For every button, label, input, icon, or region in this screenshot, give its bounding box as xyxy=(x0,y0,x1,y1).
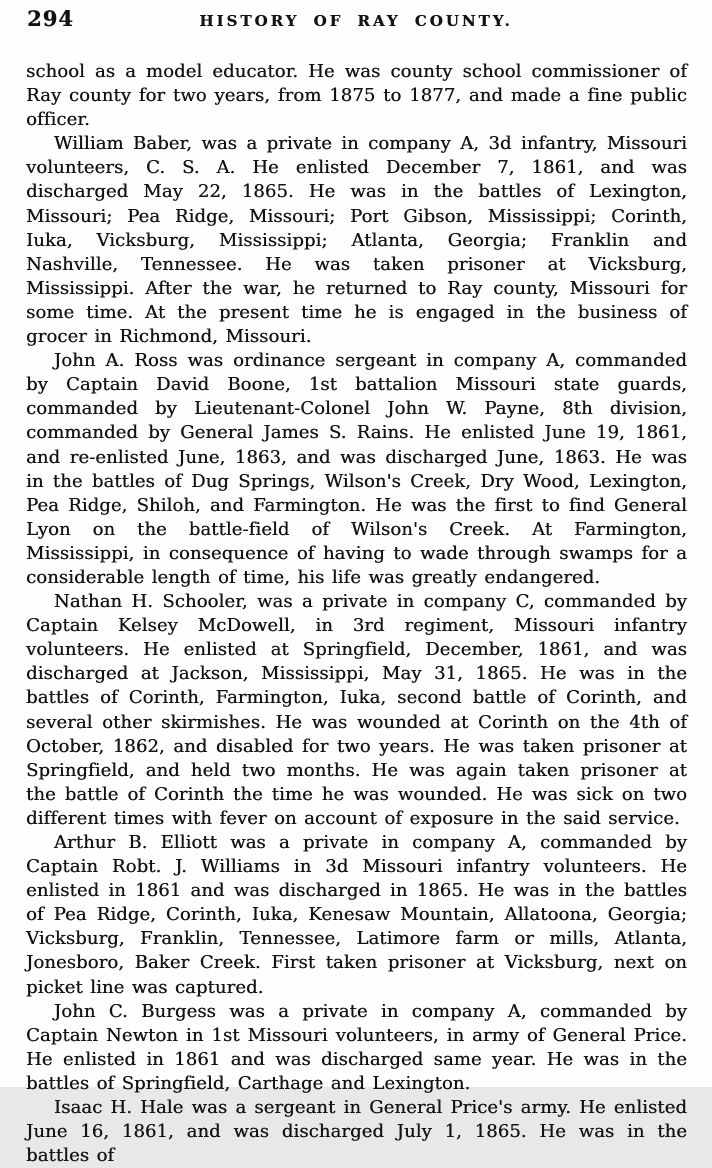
paragraph: John A. Ross was ordinance sergeant in company A, commanded by Captain David Boone, 1st battalion Missouri state guards, commanded by Lieutenant-Colonel John W. Payne, 8th division, commanded by General James S. Rains. He enlisted June 19, 1861, and re-enlisted June, 1863, and was discharged June, 1863. He was in the battles of Dug Springs, Wilson's Creek, Dry Wood, Lexington, Pea Ridge, Shiloh, and Farmington. He was the first to find General Lyon on the battle-field of Wilson's Creek. At Farmington, Mississippi, in consequence of having to wade through swamps for a considerable length of time, his life was greatly endangered. xyxy=(26,350,687,588)
paragraph: Isaac H. Hale was a sergeant in General Price's army. He enlisted June 16, 1861, and was discharged July 1, 1865. He was in the battles of xyxy=(26,1097,687,1167)
page-body xyxy=(0,42,712,1168)
running-title: HISTORY OF RAY COUNTY. xyxy=(199,12,513,30)
paragraph: William Baber, was a private in company A, 3d infantry, Missouri volunteers, C. S. A. He enlisted December 7, 1861, and was discharged May 22, 1865. He was in the battles of Lexington, Missouri; Pea Ridge, Missouri; Port Gibson, Mississippi; Corinth, Iuka, Vicksburg, Mississippi; Atlanta, Georgia; Franklin and Nashville, Tennessee. He was taken prisoner at Vicksburg, Mississippi. After the war, he returned to Ray county, Missouri for some time. At the present time he is engaged in the business of grocer in Richmond, Missouri. xyxy=(26,133,687,348)
paragraph: Arthur B. Elliott was a private in company A, commanded by Captain Robt. J. Williams in 3d Missouri infantry volunteers. He enlisted in 1861 and was discharged in 1865. He was in the battles of Pea Ridge, Corinth, Iuka, Kenesaw Mountain, Allatoona, Georgia; Vicksburg, Franklin, Tennessee, Latimore farm or mills, Atlanta, Jonesboro, Baker Creek. First taken prisoner at Vicksburg, next on picket line was captured. xyxy=(26,832,687,998)
paragraph: John C. Burgess was a private in company A, commanded by Captain Newton in 1st Missouri volunteers, in army of General Price. He enlisted in 1861 and was discharged same year. He was in the battles of Springfield, Carthage and Lexington. xyxy=(26,1000,687,1094)
page-header xyxy=(0,0,712,42)
paragraph: Nathan H. Schooler, was a private in company C, commanded by Captain Kelsey McDowell, in 3rd regiment, Missouri infantry volunteers. He enlisted at Springfield, December, 1861, and was discharged at Jackson, Mississippi, May 31, 1865. He was in the battles of Corinth, Farmington, Iuka, second battle of Corinth, and several other skirmishes. He was wounded at Corinth on the 4th of October, 1862, and disabled for two years. He was taken prisoner at Springfield, and held two months. He was again taken prisoner at the battle of Corinth the time he was wounded. He was sick on two different times with fever on account of exposure in the said service. xyxy=(26,591,687,829)
page-number: 294 xyxy=(27,6,74,31)
paragraph: school as a model educator. He was county school commissioner of Ray county for two years, from 1875 to 1877, and made a fine public officer. xyxy=(26,61,687,131)
